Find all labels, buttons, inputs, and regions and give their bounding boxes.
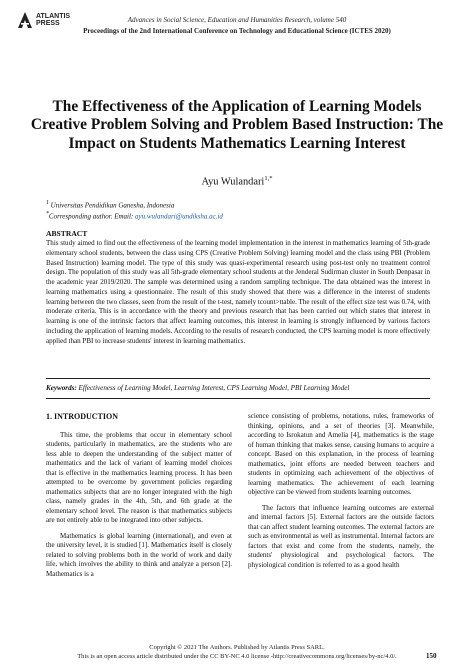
affiliations xyxy=(46,199,223,222)
abstract-heading: ABSTRACT xyxy=(46,229,88,238)
author-name: Ayu Wulandari xyxy=(201,176,265,188)
keywords xyxy=(46,384,430,392)
author-line xyxy=(0,175,474,187)
paragraph: The factors that influence learning outcomes are external and internal factors [5]. External factors are the outside factors that can affect student learning outcomes. The external factors are such as environmental as well as instrumental. Internal factors are factors that exist and come from the students, namely, the students' physiological and psychological factors. The physiological condition is referred to as a good health xyxy=(248,503,434,569)
logo-text: ATLANTIS PRESS xyxy=(36,13,71,27)
paper-title: The Effectiveness of the Application of Learning Models Creative Problem Solving and Problem Based Instruction: The Impact on Students Mathematics Learning Interest xyxy=(30,98,444,152)
author-sup: 1,* xyxy=(264,175,273,182)
abstract-text: This study aimed to find out the effectiveness of the learning model implementation in the interest in mathematics learning of 5th-grade elementary school students, between the class using CPS (Creative Problem Solving) learning model and the class using PBI (Problem Based Instruction) learning model. The type of this study was quasi-experimental research using post-test only no treatment control design. The population of this study was all 5th-grade elementary school students at the Jenderal Sudirman cluster in South Denpasar in the academic year 2019/2020. The sample was determined using a random sampling technique. The data obtained was the interest in learning mathematics using a questionnaire. The result of this study showed that there was a difference in the interest of students learning between the two classes, seen from the result of the t-test, namely tcount>ttable. The result of the effect size test was 0.74, with moderate criteria. This is in accordance with the theory and previous research that has been carried out which states that interest in learning is one of the intrinsic factors that affect learning outcomes, this interest in learning is strongly influenced by various factors including the application of learning models. According to the results of research conducted, the CPS learning model is more effectively applied than PBI to increase students' interest in learning mathematics. xyxy=(46,239,431,345)
license-line: This is an open access article distributed under the CC BY-NC 4.0 license -http://creativecommons.org/licenses/by-nc/4.0/. xyxy=(77,653,397,660)
keywords-label: Keywords: xyxy=(46,384,77,392)
right-column xyxy=(248,412,434,576)
paragraph: This time, the problems that occur in elementary school students, particularly in mathematics, are the students who are less able to deepen the understanding of the subject matter of mathematics and the lack of variant of learning model choices that is effective in the mathematics learning process. It has been attempted to be overcome by government policies regarding mathematics subjects that are no longer integrated with the high class, namely grades in the 4th, 5th, and 6th grade at the elementary school level. The reason is that mathematics subjects are not entirely able to be integrated into other subjects. xyxy=(46,430,232,524)
paragraph: science consisting of problems, notations, rules, frameworks of thinking, opinions, and a set of theories [3]. Meanwhile, according to Isrokatun and Amelia [4], mathematics is the stage of human thinking that makes sense, causing humans to acquire a concept. Based on this explanation, in the process of learning mathematics, joint efforts are needed between teachers and students in optimizing each achievement of the objectives of learning mathematics. The achievement of each learning objective can be viewed from students learning outcomes. xyxy=(248,412,434,496)
copyright-line: Copyright © 2021 The Authors. Published by Atlantis Press SARL. xyxy=(149,644,325,651)
divider xyxy=(46,398,430,399)
author-email-link[interactable]: ayu.wulandari@undiksha.ac.id xyxy=(135,212,223,221)
journal-name: Advances in Social Science, Education and Humanities Research, volume 540 xyxy=(127,16,347,24)
proceedings-name: Proceedings of the 2nd International Conference on Technology and Educational Science (ICTES 2020) xyxy=(83,27,391,35)
keywords-list: Effectiveness of Learning Model, Learning Interest, CPS Learning Model, PBI Learning Model xyxy=(76,384,350,392)
corresponding-author: *Corresponding author. Email: ayu.wulandari@undiksha.ac.id xyxy=(46,211,223,221)
paragraph: Mathematics is global learning (international), and even at the university level, it is studied [1]. Mathematics itself is closely related to solving problems both in the world of work and daily life, which involves the ability to think and analyze a person [2]. Mathematics is a xyxy=(46,531,232,578)
page-number: 150 xyxy=(426,652,437,660)
divider xyxy=(46,378,430,379)
affiliation-1: $^1$ Universitas Pendidikan Ganesha, Indonesia xyxy=(46,200,175,210)
left-column xyxy=(46,412,232,585)
page-footer xyxy=(0,643,474,661)
section-heading: 1. INTRODUCTION xyxy=(46,412,119,421)
